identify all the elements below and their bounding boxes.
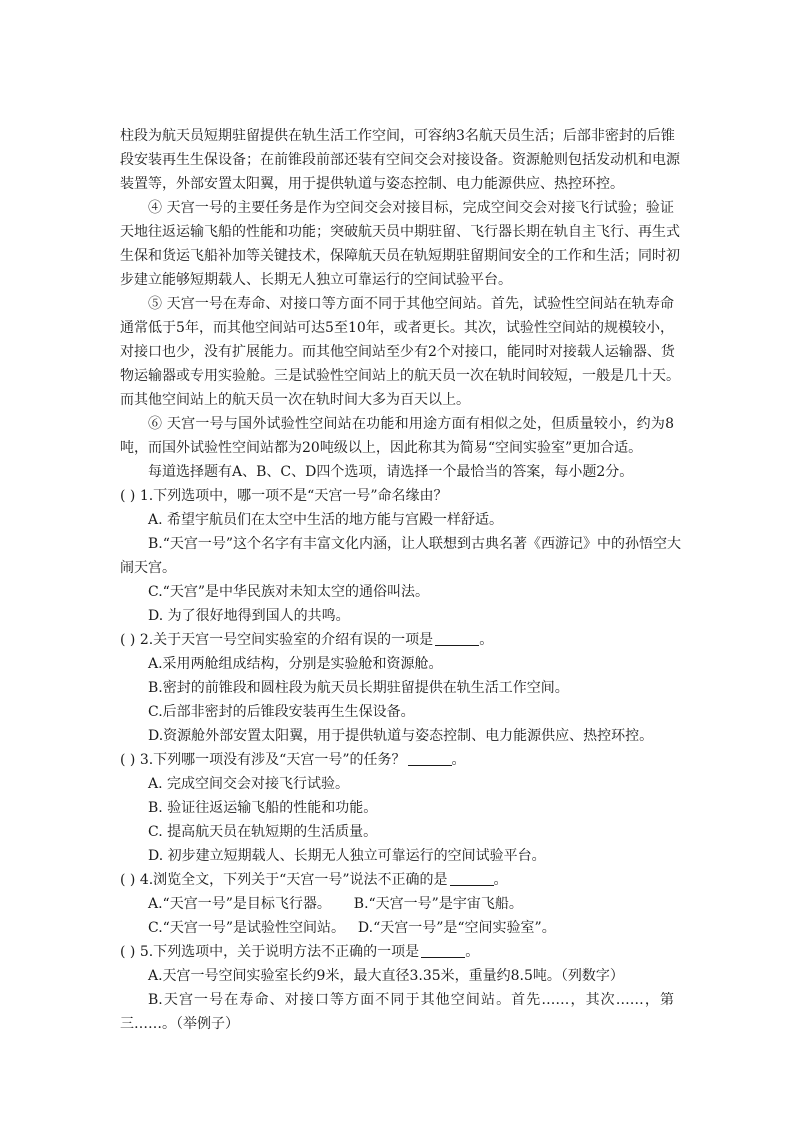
answer-blank [408,751,452,766]
passage-line: 步建立能够短期载人、长期无人独立可靠运行的空间试验平台。 [120,272,512,288]
question-1-option-b-cont: 闹天宫。 [120,560,176,576]
paragraph-4-first-line: ④ 天宫一号的主要任务是作为空间交会对接目标，完成空间交会对接飞行试验；验证 [148,200,674,216]
passage-line: 物运输器或专用实验舱。三是试验性空间站上的航天员一次在轨时间较短，一般是几十天。 [120,368,680,384]
question-4-options-row-1 [148,894,523,914]
question-2-option-a: A.采用两舱组成结构，分别是实验舱和资源舱。 [148,656,443,672]
question-5-option-b-cont: 三……。（举例子） [120,1016,239,1032]
paragraph-6-first-line: ⑥ 天宫一号与国外试验性空间站在功能和用途方面有相似之处，但质量较小，约为8 [148,416,674,432]
question-4-stem-text: ( ) 4.浏览全文，下列关于“天宫一号”说法不正确的是 [120,872,448,888]
answer-blank [450,871,494,886]
question-5-stem-text: ( ) 5.下列选项中，关于说明方法不正确的一项是 [120,944,420,960]
question-1-option-a: A. 希望宇航员们在太空中生活的地方能与宫殿一样舒适。 [148,512,504,528]
passage-line: 对接口也少，没有扩展能力。而其他空间站至少有2个对接口，能同时对接载人运输器、货 [120,344,675,360]
passage-line: 装置等，外部安置太阳翼，用于提供轨道与姿态控制、电力能源供应、热控环控。 [120,176,624,192]
passage-line: 段安装再生生保设备；在前锥段前部还装有空间交会对接设备。资源舱则包括发动机和电源 [120,152,680,168]
stem-suffix: 。 [465,944,480,960]
question-5-option-a: A.天宫一号空间实验室长约9米，最大直径3.35米，重量约8.5吨。（列数字） [148,968,624,984]
question-4-option-d: D.“天宫一号”是“空间实验室”。 [357,920,556,936]
passage-line: 吨，而国外试验性空间站都为20吨级以上，因此称其为简易“空间实验室”更加合适。 [120,440,643,456]
question-4-option-b: B.“天宫一号”是宇宙飞船。 [353,896,523,912]
question-1-stem: ( ) 1.下列选项中，哪一项不是“天宫一号”命名缘由？ [120,488,448,504]
passage-line: 通常低于5年，而其他空间站可达5至10年，或者更长。其次，试验性空间站的规模较小， [120,320,674,336]
question-3-stem [120,750,466,770]
question-4-option-c: C.“天宫一号”是试验性空间站。 [148,920,345,936]
passage-line: 而其他空间站上的航天员一次在轨时间大多为百天以上。 [120,392,470,408]
question-2-option-b: B.密封的前锥段和圆柱段为航天员长期驻留提供在轨生活工作空间。 [148,680,569,696]
question-2-stem-text: ( ) 2.关于天宫一号空间实验室的介绍有误的一项是 [120,632,434,648]
stem-suffix: 。 [493,872,508,888]
answer-blank [421,943,465,958]
question-2-stem [120,630,493,650]
question-2-option-c: C.后部非密封的后锥段安装再生生保设备。 [148,704,415,720]
stem-suffix: 。 [451,752,466,768]
instructions: 每道选择题有A、B、C、D四个选项，请选择一个最恰当的答案，每小题2分。 [148,464,634,480]
answer-blank [435,631,479,646]
question-3-option-a: A. 完成空间交会对接飞行试验。 [148,776,350,792]
question-1-option-d: D. 为了很好地得到国人的共鸣。 [148,608,350,624]
question-1-option-c: C.“天宫”是中华民族对未知太空的通俗叫法。 [148,584,429,600]
question-3-option-c: C. 提高航天员在轨短期的生活质量。 [148,824,378,840]
stem-suffix: 。 [479,632,494,648]
question-4-stem [120,870,508,890]
question-5-option-b: B.天宫一号在寿命、对接口等方面不同于其他空间站。首先……，其次……，第 [148,992,674,1008]
question-3-option-b: B. 验证往返运输飞船的性能和功能。 [148,800,378,816]
question-3-option-d: D. 初步建立短期载人、长期无人独立可靠运行的空间试验平台。 [148,848,546,864]
passage-line: 柱段为航天员短期驻留提供在轨生活工作空间，可容纳3名航天员生活；后部非密封的后锥 [120,128,675,144]
question-1-option-b: B.“天宫一号”这个名字有丰富文化内涵，让人联想到古典名著《西游记》中的孙悟空大 [148,536,682,552]
question-4-options-row-2 [148,918,556,938]
passage-line: 天地往返运输飞船的性能和功能；突破航天员中期驻留、飞行器长期在轨自主飞行、再生式 [120,224,680,240]
question-3-stem-text: ( ) 3.下列哪一项没有涉及“天宫一号”的任务？ [120,752,406,768]
question-2-option-d: D.资源舱外部安置太阳翼，用于提供轨道与姿态控制、电力能源供应、热控环控。 [148,728,654,744]
passage-line: 生保和货运飞船补加等关键技术，保障航天员在轨短期驻留期间安全的工作和生活；同时初 [120,248,680,264]
question-5-stem [120,942,479,962]
question-4-option-a: A.“天宫一号”是目标飞行器。 [148,896,331,912]
paragraph-5-first-line: ⑤ 天宫一号在寿命、对接口等方面不同于其他空间站。首先，试验性空间站在轨寿命 [148,296,674,312]
